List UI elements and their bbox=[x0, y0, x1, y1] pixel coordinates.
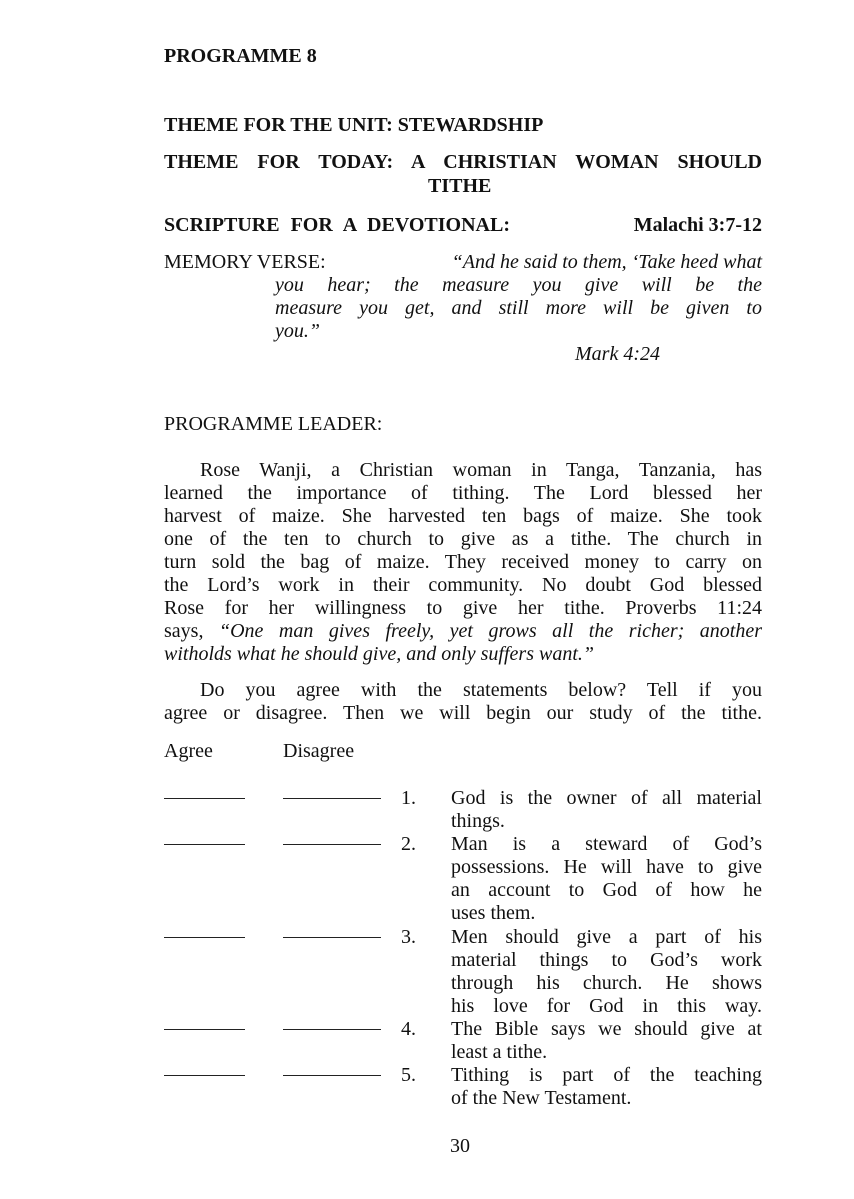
agree-blank[interactable] bbox=[164, 798, 245, 799]
story-line: Rose for her willingness to give her tithe. Proverbs 11:24 bbox=[164, 597, 762, 619]
disagree-blank[interactable] bbox=[283, 844, 381, 845]
disagree-column-header: Disagree bbox=[283, 740, 355, 762]
story-line: Rose Wanji, a Christian woman in Tanga, Tanzania, has bbox=[200, 459, 762, 481]
memory-verse-reference: Mark 4:24 bbox=[575, 343, 660, 365]
statement-text: his love for God in this way. bbox=[451, 995, 762, 1017]
statement-text: possessions. He will have to give bbox=[451, 856, 762, 878]
agree-blank[interactable] bbox=[164, 844, 245, 845]
scripture-reference: Malachi 3:7-12 bbox=[633, 214, 762, 236]
statement-text: uses them. bbox=[451, 902, 536, 924]
today-theme-line1: THEME FOR TODAY: A CHRISTIAN WOMAN SHOULD bbox=[164, 151, 762, 173]
statement-text: material things to God’s work bbox=[451, 949, 762, 971]
agree-blank[interactable] bbox=[164, 1075, 245, 1076]
story-line: turn sold the bag of maize. They received money to carry on bbox=[164, 551, 762, 573]
statement-text: things. bbox=[451, 810, 505, 832]
story-line: one of the ten to church to give as a tithe. The church in bbox=[164, 528, 762, 550]
story-text: says, bbox=[164, 620, 219, 642]
proverb-quote: witholds what he should give, and only suffers want.” bbox=[164, 643, 595, 665]
memory-verse-line1 bbox=[164, 250, 762, 274]
statement-number: 3. bbox=[401, 926, 416, 948]
story-line: the Lord’s work in their community. No doubt God blessed bbox=[164, 574, 762, 596]
proverb-quote: “One man gives freely, yet grows all the richer; another bbox=[218, 620, 763, 642]
story-line bbox=[164, 619, 762, 643]
memory-verse-text: you hear; the measure you give will be the bbox=[275, 274, 762, 296]
statement-text: Man is a steward of God’s bbox=[451, 833, 762, 855]
statement-text: God is the owner of all material bbox=[451, 787, 762, 809]
intro-line: agree or disagree. Then we will begin our study of the tithe. bbox=[164, 702, 762, 724]
memory-verse-text: “And he said to them, ‘Take heed what bbox=[451, 251, 762, 273]
statement-text: Men should give a part of his bbox=[451, 926, 762, 948]
statement-text: through his church. He shows bbox=[451, 972, 762, 994]
unit-theme: THEME FOR THE UNIT: STEWARDSHIP bbox=[164, 114, 544, 136]
statement-text: of the New Testament. bbox=[451, 1087, 632, 1109]
agree-column-header: Agree bbox=[164, 740, 213, 762]
statement-number: 1. bbox=[401, 787, 416, 809]
leader-heading: PROGRAMME LEADER: bbox=[164, 413, 383, 435]
disagree-blank[interactable] bbox=[283, 937, 381, 938]
statement-text: an account to God of how he bbox=[451, 879, 762, 901]
statement-number: 5. bbox=[401, 1064, 416, 1086]
statement-text: Tithing is part of the teaching bbox=[451, 1064, 762, 1086]
memory-verse-label: MEMORY VERSE: bbox=[164, 251, 326, 273]
story-line: learned the importance of tithing. The Lord blessed her bbox=[164, 482, 762, 504]
statement-text: least a tithe. bbox=[451, 1041, 548, 1063]
statement-number: 4. bbox=[401, 1018, 416, 1040]
disagree-blank[interactable] bbox=[283, 1075, 381, 1076]
agree-blank[interactable] bbox=[164, 1029, 245, 1030]
story-line: harvest of maize. She harvested ten bags of maize. She took bbox=[164, 505, 762, 527]
agree-blank[interactable] bbox=[164, 937, 245, 938]
programme-title: PROGRAMME 8 bbox=[164, 45, 317, 67]
statement-number: 2. bbox=[401, 833, 416, 855]
scripture-label: SCRIPTURE FOR A DEVOTIONAL: bbox=[164, 214, 510, 236]
disagree-blank[interactable] bbox=[283, 798, 381, 799]
memory-verse-text: measure you get, and still more will be given to bbox=[275, 297, 762, 319]
memory-verse-text: you.” bbox=[275, 320, 320, 342]
scripture-line bbox=[164, 213, 762, 237]
intro-line: Do you agree with the statements below? Tell if you bbox=[200, 679, 762, 701]
statement-text: The Bible says we should give at bbox=[451, 1018, 762, 1040]
page-number: 30 bbox=[450, 1135, 470, 1157]
disagree-blank[interactable] bbox=[283, 1029, 381, 1030]
today-theme-line2: TITHE bbox=[428, 175, 492, 197]
